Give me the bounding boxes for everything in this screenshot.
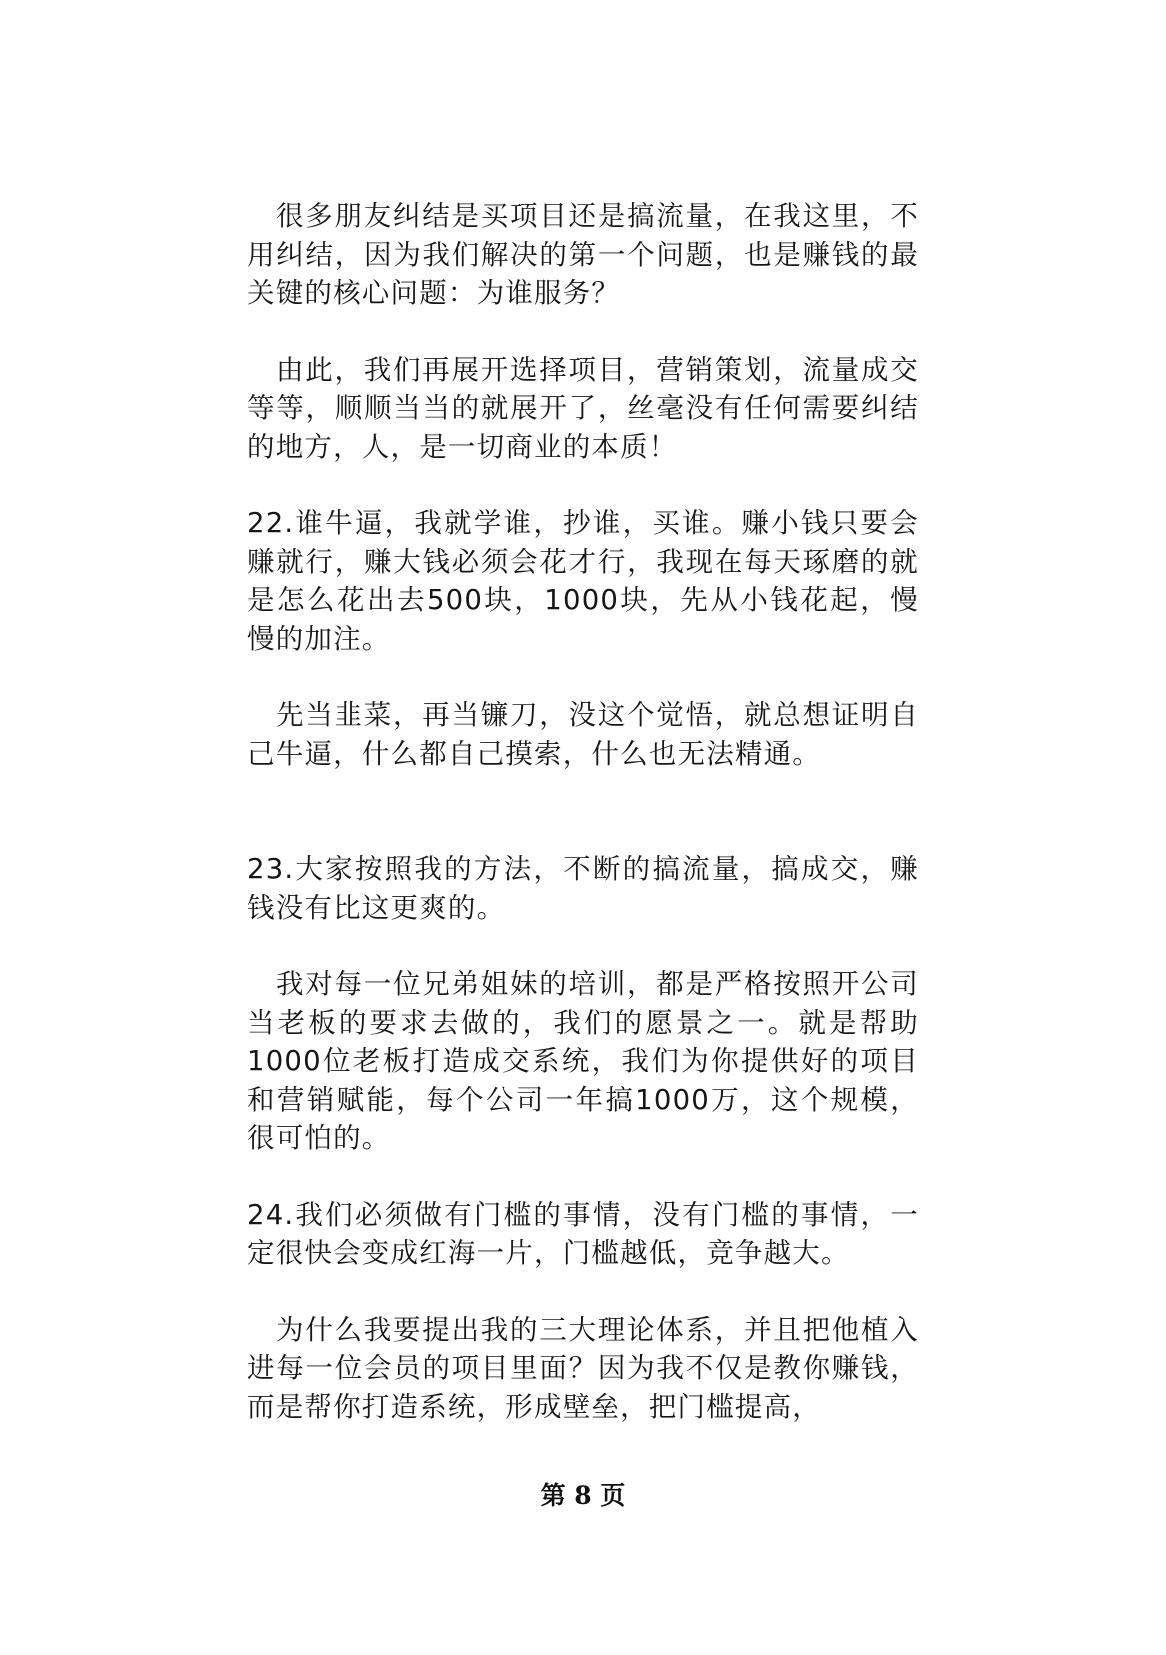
document-body: [247, 197, 919, 1464]
paragraph-item-22: 22.谁牛逼，我就学谁，抄谁，买谁。赚小钱只要会赚就行，赚大钱必须会花才行，我现在每天琢磨的就是怎么花出去500块，1000块，先从小钱花起，慢慢的加注。: [247, 507, 919, 655]
paragraph-6: 我对每一位兄弟姐妹的培训，都是严格按照开公司当老板的要求去做的，我们的愿景之一。就是帮助1000位老板打造成交系统，我们为你提供好的项目和营销赋能，每个公司一年搞1000万，这个规模，很可怕的。: [247, 968, 919, 1154]
paragraph-8: 为什么我要提出我的三大理论体系，并且把他植入进每一位会员的项目里面？因为我不仅是教你赚钱，而是帮你打造系统，形成壁垒，把门槛提高，: [247, 1313, 919, 1423]
paragraph-item-23: 23.大家按照我的方法，不断的搞流量，搞成交，赚钱没有比这更爽的。: [247, 853, 919, 924]
page-number: 第 8 页: [540, 1481, 626, 1510]
paragraph-2: 由此，我们再展开选择项目，营销策划，流量成交等等，顺顺当当的就展开了，丝毫没有任何需要纠结的地方，人，是一切商业的本质！: [247, 353, 919, 463]
paragraph-item-24: 24.我们必须做有门槛的事情，没有门槛的事情，一定很快会变成红海一片，门槛越低，竞争越大。: [247, 1198, 919, 1269]
paragraph-4: 先当韭菜，再当镰刀，没这个觉悟，就总想证明自己牛逼，什么都自己摸索，什么也无法精通。: [247, 699, 919, 770]
paragraph-1: 很多朋友纠结是买项目还是搞流量，在我这里，不用纠结，因为我们解决的第一个问题，也是赚钱的最关键的核心问题：为谁服务？: [247, 200, 919, 309]
